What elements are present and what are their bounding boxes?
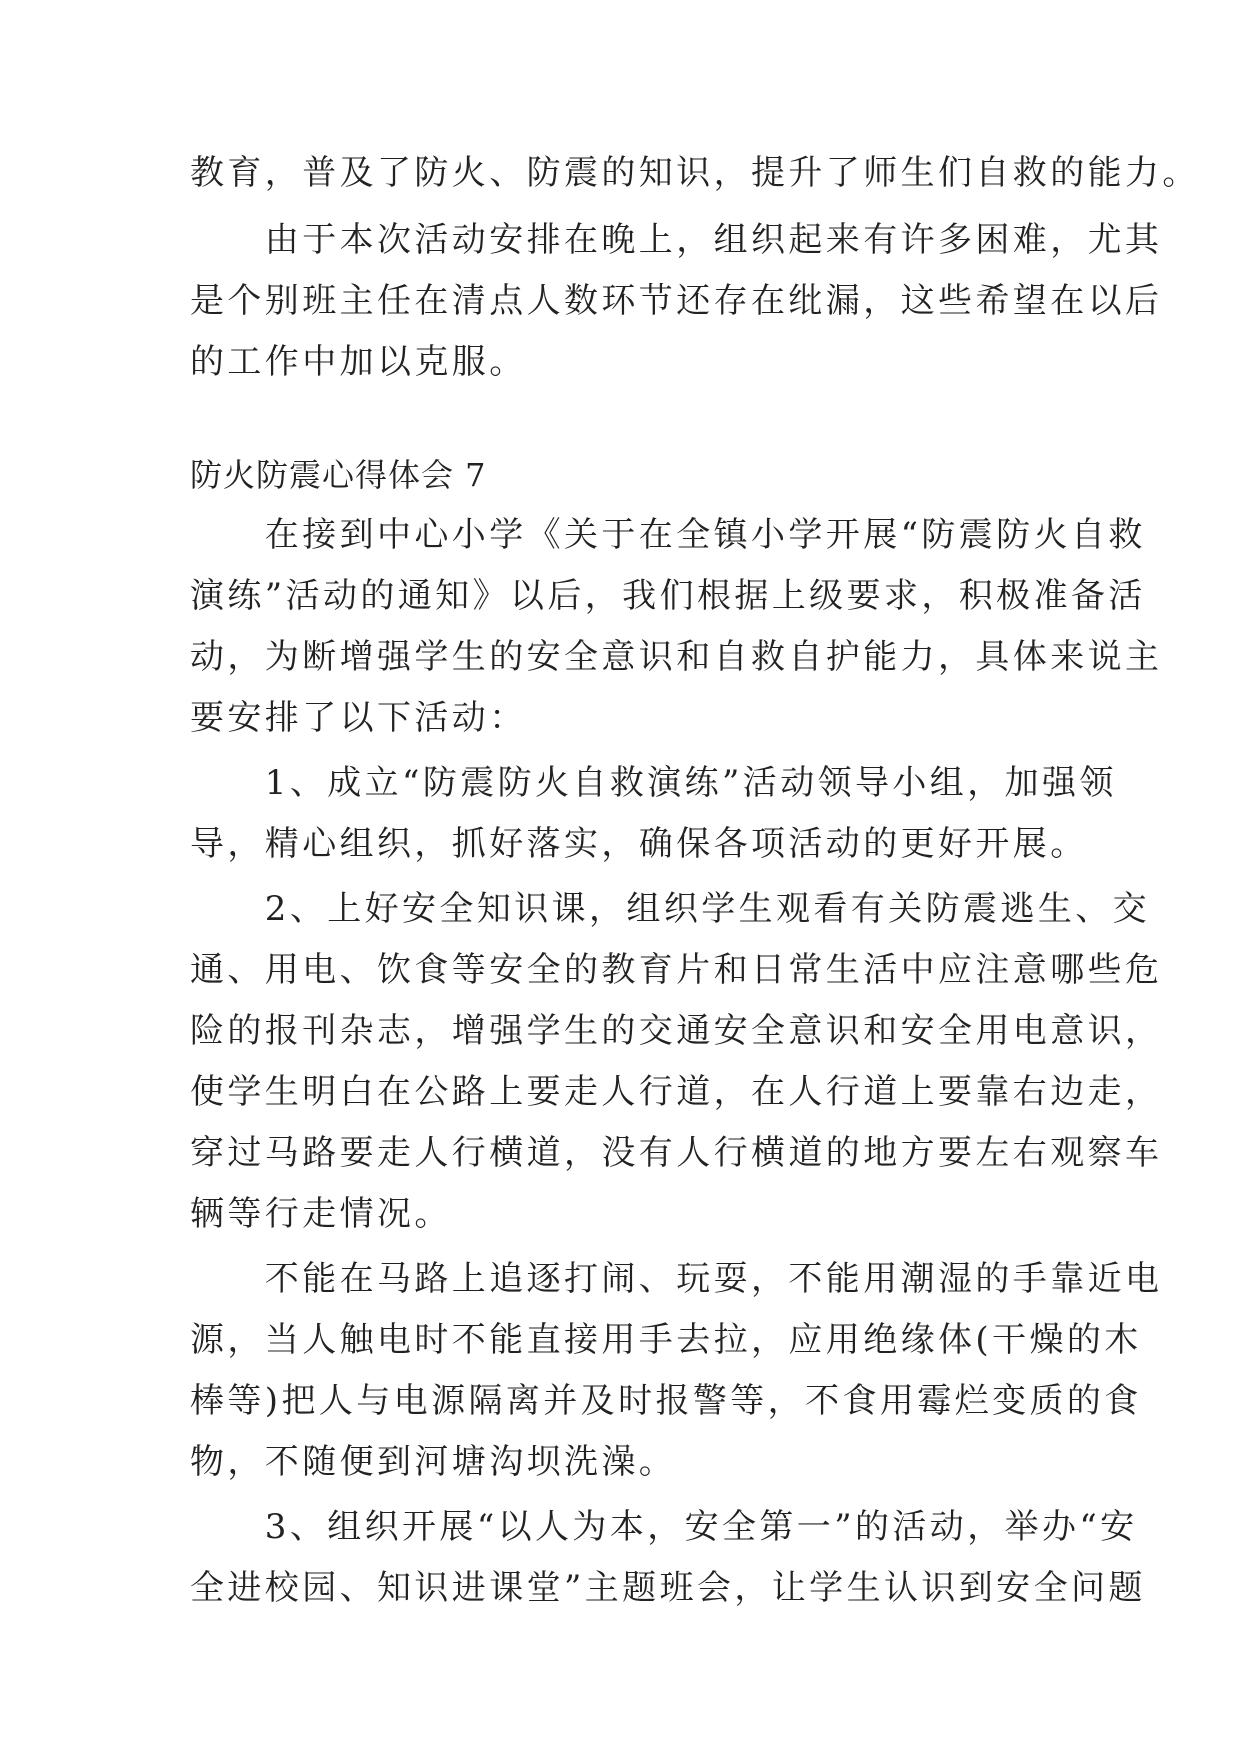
text-line: 棒等)把人与电源隔离并及时报警等，不食用霉烂变质的食 [190,1381,1142,1421]
text-line: 物，不随便到河塘沟坝洗澡。 [190,1442,677,1482]
text-line: 动，为断增强学生的安全意识和自救自护能力，具体来说主 [190,637,1163,677]
section-heading: 防火防震心得体会 7 [190,456,487,494]
text-line: 辆等行走情况。 [190,1194,452,1234]
text-line: 是个别班主任在清点人数环节还存在纰漏，这些希望在以后 [190,281,1163,321]
text-line: 2、上好安全知识课，组织学生观看有关防震逃生、交 [190,889,1151,929]
text-line: 演练”活动的通知》以后，我们根据上级要求，积极准备活 [190,576,1146,616]
text-line: 不能在马路上追逐打闹、玩耍，不能用潮湿的手靠近电 [190,1259,1163,1299]
text-line: 在接到中心小学《关于在全镇小学开展“防震防火自救 [190,515,1146,555]
text-line: 通、用电、饮食等安全的教育片和日常生活中应注意哪些危 [190,950,1163,990]
text-line: 导，精心组织，抓好落实，确保各项活动的更好开展。 [190,824,1088,864]
text-line: 使学生明白在公路上要走人行道，在人行道上要靠右边走， [190,1072,1163,1112]
text-line: 险的报刊杂志，增强学生的交通安全意识和安全用电意识， [190,1011,1163,1051]
text-line: 源，当人触电时不能直接用手去拉，应用绝缘体(干燥的木 [190,1320,1142,1360]
text-line: 全进校园、知识进课堂”主题班会，让学生认识到安全问题 [190,1568,1146,1608]
text-line: 1、成立“防震防火自救演练”活动领导小组，加强领 [190,763,1117,803]
text-line: 由于本次活动安排在晚上，组织起来有许多困难，尤其 [190,220,1163,260]
text-line: 要安排了以下活动： [190,698,527,738]
text-line: 教育，普及了防火、防震的知识，提升了师生们自救的能力。 [190,153,1200,193]
text-line: 穿过马路要走人行横道，没有人行横道的地方要左右观察车 [190,1133,1163,1173]
text-line: 3、组织开展“以人为本，安全第一”的活动，举办“安 [190,1507,1138,1547]
text-line: 的工作中加以克服。 [190,342,527,382]
